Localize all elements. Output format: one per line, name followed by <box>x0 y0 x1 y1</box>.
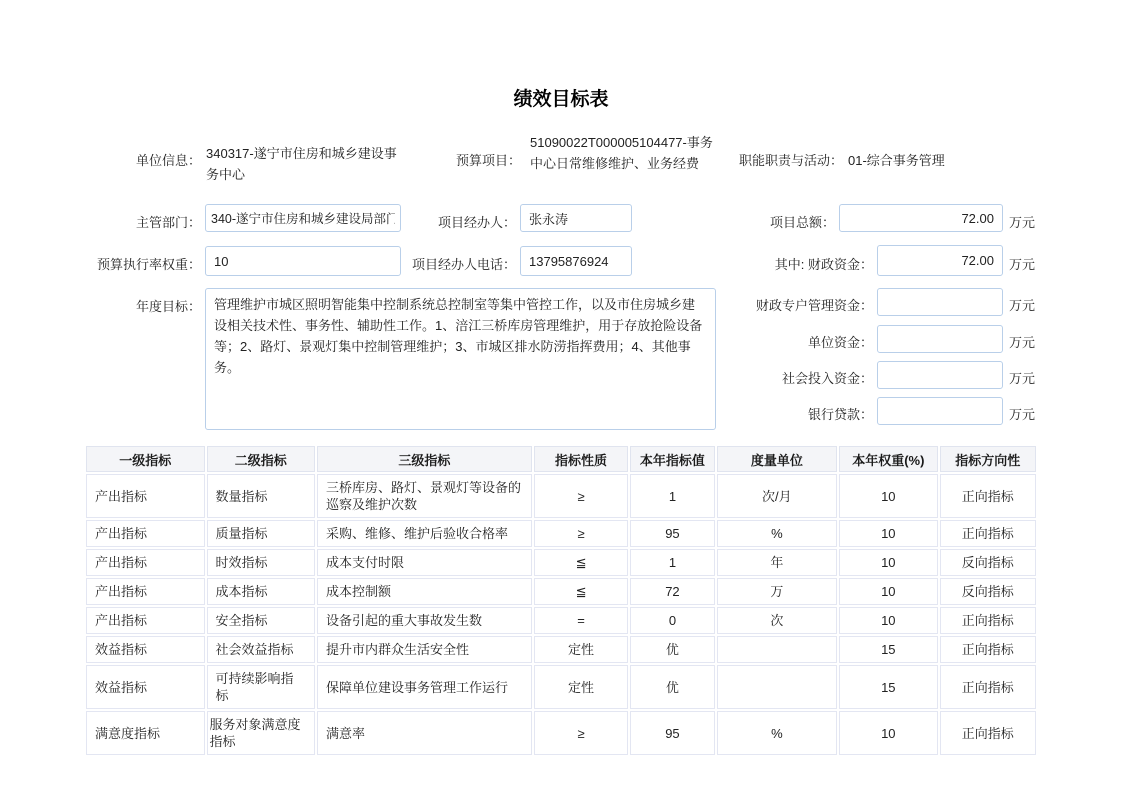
cell-value: 95 <box>630 520 714 547</box>
cell-value: 优 <box>630 665 714 709</box>
project-total-unit: 万元 <box>1009 215 1036 230</box>
bank-loan-input[interactable] <box>877 397 1003 425</box>
unit-info-label: 单位信息： <box>135 153 201 168</box>
col-header-value: 本年指标值 <box>630 446 714 472</box>
table-row <box>86 549 1036 576</box>
cell-nature: ≦ <box>534 549 628 576</box>
cell-value: 1 <box>630 549 714 576</box>
cell-level3: 采购、维修、维护后验收合格率 <box>317 520 532 547</box>
cell-level1: 产出指标 <box>86 520 205 547</box>
unit-info-value: 340317-遂宁市住房和城乡建设事务中心 <box>206 146 397 182</box>
cell-value: 0 <box>630 607 714 634</box>
function-duty-label: 职能职责与活动： <box>738 153 843 168</box>
cell-level3: 成本控制额 <box>317 578 532 605</box>
table-row <box>86 578 1036 605</box>
cell-level1: 满意度指标 <box>86 711 205 755</box>
project-total-input[interactable] <box>839 204 1003 232</box>
exec-weight-input[interactable] <box>205 246 401 276</box>
cell-unit <box>717 665 838 709</box>
cell-level1: 效益指标 <box>86 636 205 663</box>
col-header-level1: 一级指标 <box>86 446 205 472</box>
unit-fund-input[interactable] <box>877 325 1003 353</box>
table-row <box>86 711 1036 755</box>
cell-level2: 社会效益指标 <box>207 636 315 663</box>
cell-unit: 万 <box>717 578 838 605</box>
dept-input[interactable] <box>205 204 401 232</box>
cell-unit <box>717 636 838 663</box>
project-total-label: 项目总额： <box>769 215 835 230</box>
cell-level2: 质量指标 <box>207 520 315 547</box>
col-header-level2: 二级指标 <box>207 446 315 472</box>
fiscal-fund-input[interactable] <box>877 245 1003 276</box>
cell-direction: 反向指标 <box>940 578 1036 605</box>
cell-direction: 正向指标 <box>940 474 1036 518</box>
cell-level2: 安全指标 <box>207 607 315 634</box>
cell-level1: 产出指标 <box>86 474 205 518</box>
cell-level1: 效益指标 <box>86 665 205 709</box>
cell-direction: 反向指标 <box>940 549 1036 576</box>
exec-weight-label: 预算执行率权重： <box>96 257 201 272</box>
handler-phone-input[interactable] <box>520 246 632 276</box>
cell-weight: 10 <box>839 711 937 755</box>
cell-nature: ≥ <box>534 474 628 518</box>
cell-unit: 次/月 <box>717 474 838 518</box>
cell-level3: 提升市内群众生活安全性 <box>317 636 532 663</box>
cell-direction: 正向指标 <box>940 711 1036 755</box>
cell-nature: 定性 <box>534 665 628 709</box>
col-header-weight: 本年权重(%) <box>839 446 937 472</box>
cell-level1: 产出指标 <box>86 578 205 605</box>
table-row <box>86 636 1036 663</box>
cell-direction: 正向指标 <box>940 636 1036 663</box>
cell-value: 72 <box>630 578 714 605</box>
annual-goal-textarea[interactable] <box>205 288 716 430</box>
cell-direction: 正向指标 <box>940 607 1036 634</box>
cell-direction: 正向指标 <box>940 520 1036 547</box>
cell-direction: 正向指标 <box>940 665 1036 709</box>
cell-level2: 数量指标 <box>207 474 315 518</box>
social-fund-label: 社会投入资金： <box>781 371 873 386</box>
cell-weight: 15 <box>839 665 937 709</box>
cell-unit: 年 <box>717 549 838 576</box>
cell-weight: 10 <box>839 578 937 605</box>
table-row <box>86 665 1036 709</box>
special-account-label: 财政专户管理资金： <box>755 298 873 313</box>
bank-loan-label: 银行贷款： <box>807 407 873 422</box>
col-header-level3: 三级指标 <box>317 446 532 472</box>
unit-fund-label: 单位资金： <box>807 335 873 350</box>
cell-value: 1 <box>630 474 714 518</box>
col-header-nature: 指标性质 <box>534 446 628 472</box>
cell-level3: 保障单位建设事务管理工作运行 <box>317 665 532 709</box>
cell-nature: = <box>534 607 628 634</box>
cell-unit: % <box>717 520 838 547</box>
indicator-table <box>84 444 1038 757</box>
cell-nature: ≦ <box>534 578 628 605</box>
budget-project-label: 预算项目： <box>455 153 521 168</box>
table-row <box>86 520 1036 547</box>
cell-value: 优 <box>630 636 714 663</box>
cell-unit: 次 <box>717 607 838 634</box>
cell-level2: 成本指标 <box>207 578 315 605</box>
annual-goal-label: 年度目标： <box>135 299 201 314</box>
col-header-unit: 度量单位 <box>717 446 838 472</box>
cell-level3: 三桥库房、路灯、景观灯等设备的巡察及维护次数 <box>317 474 532 518</box>
cell-weight: 10 <box>839 549 937 576</box>
special-account-unit: 万元 <box>1009 298 1036 313</box>
fiscal-fund-label: 其中: 财政资金： <box>774 257 873 272</box>
page-title: 绩效目标表 <box>513 89 609 110</box>
handler-phone-label: 项目经办人电话： <box>411 257 516 272</box>
special-account-input[interactable] <box>877 288 1003 316</box>
cell-level1: 产出指标 <box>86 607 205 634</box>
cell-level2: 服务对象满意度指标 <box>207 711 315 755</box>
table-row <box>86 607 1036 634</box>
social-fund-input[interactable] <box>877 361 1003 389</box>
cell-level3: 满意率 <box>317 711 532 755</box>
cell-weight: 10 <box>839 474 937 518</box>
cell-weight: 10 <box>839 520 937 547</box>
unit-fund-unit: 万元 <box>1009 335 1036 350</box>
budget-project-value: 51090022T000005104477-事务中心日常维修维护、业务经费 <box>530 135 713 171</box>
cell-level3: 成本支付时限 <box>317 549 532 576</box>
cell-level1: 产出指标 <box>86 549 205 576</box>
handler-input[interactable] <box>520 204 632 232</box>
cell-level2: 可持续影响指标 <box>207 665 315 709</box>
function-duty-value: 01-综合事务管理 <box>848 153 945 168</box>
cell-value: 95 <box>630 711 714 755</box>
col-header-direction: 指标方向性 <box>940 446 1036 472</box>
cell-weight: 10 <box>839 607 937 634</box>
cell-weight: 15 <box>839 636 937 663</box>
handler-label: 项目经办人： <box>437 215 516 230</box>
cell-nature: ≥ <box>534 711 628 755</box>
social-fund-unit: 万元 <box>1009 371 1036 386</box>
table-header-row <box>86 446 1036 472</box>
cell-level3: 设备引起的重大事故发生数 <box>317 607 532 634</box>
cell-nature: 定性 <box>534 636 628 663</box>
cell-nature: ≥ <box>534 520 628 547</box>
table-row <box>86 474 1036 518</box>
dept-label: 主管部门： <box>135 215 201 230</box>
cell-unit: % <box>717 711 838 755</box>
bank-loan-unit: 万元 <box>1009 407 1036 422</box>
fiscal-fund-unit: 万元 <box>1009 257 1036 272</box>
cell-level2: 时效指标 <box>207 549 315 576</box>
